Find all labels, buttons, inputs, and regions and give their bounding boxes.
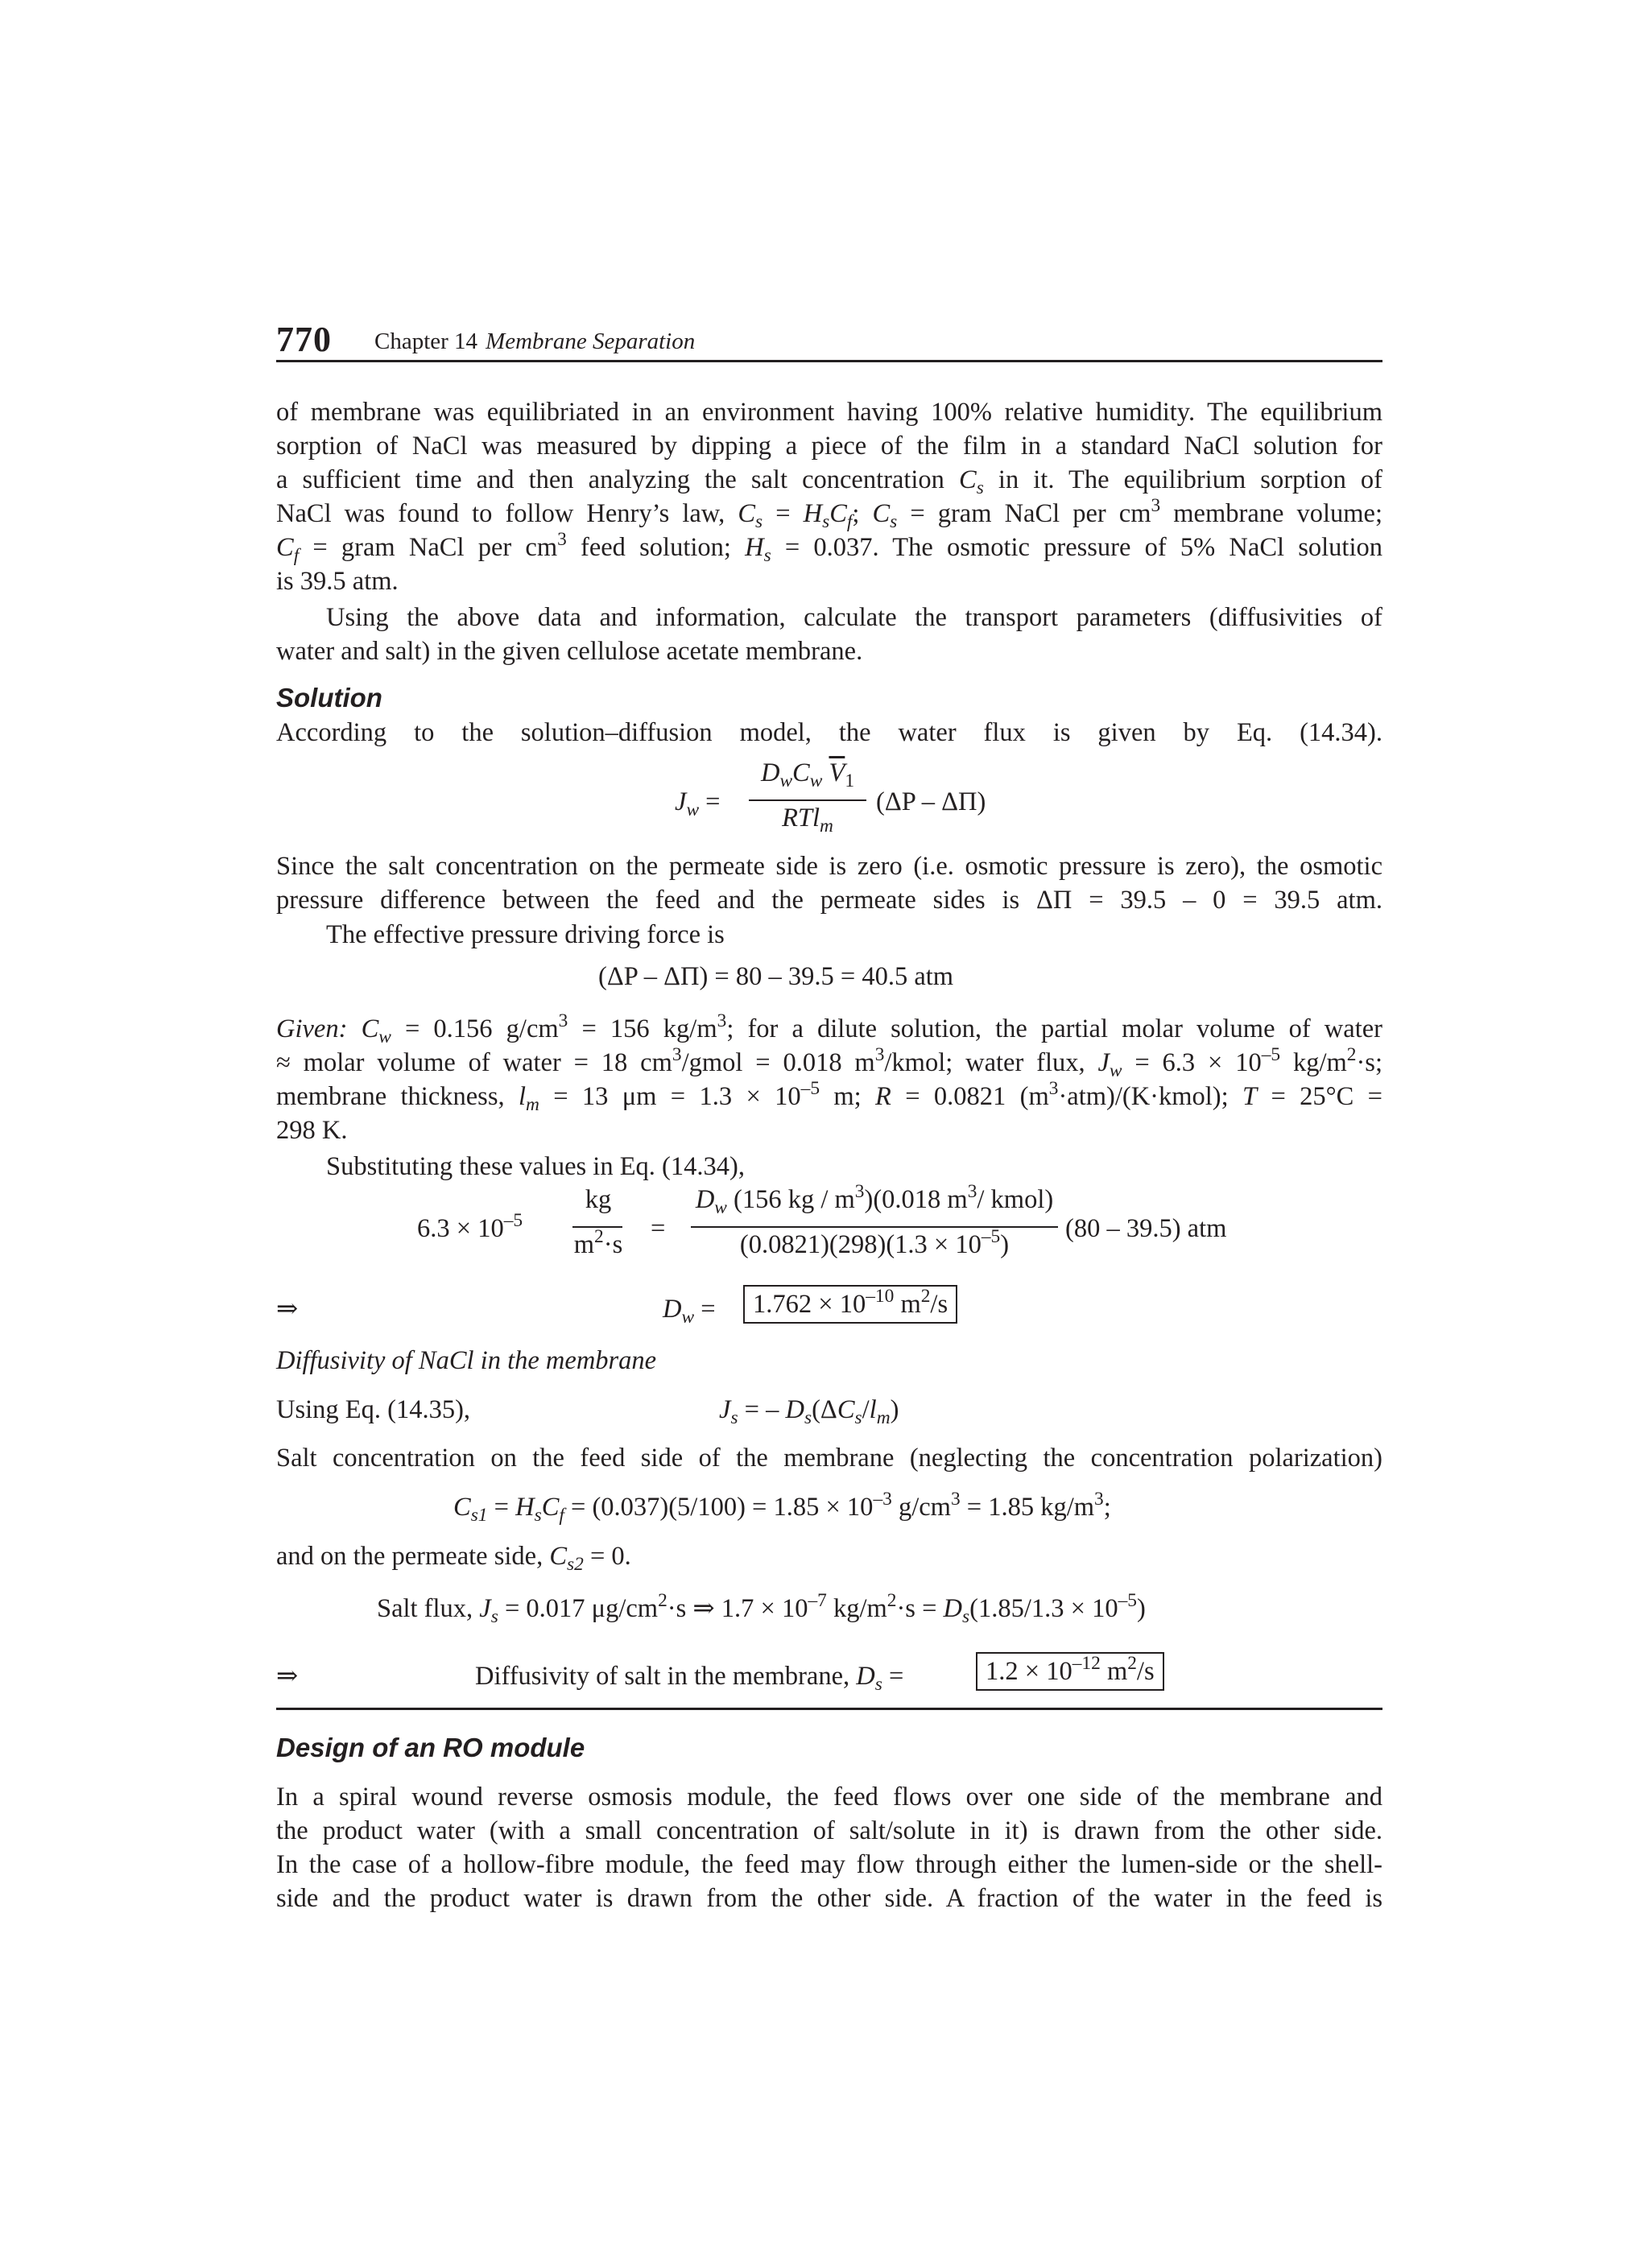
header-rule [276, 360, 1382, 362]
text-line: of membrane was equilibriated in an environment having 100% relative humidity. The equilibrium [276, 398, 1382, 427]
text-line: sorption of NaCl was measured by dipping a piece of the film in a standard NaCl solution for [276, 432, 1382, 461]
text-line: In a spiral wound reverse osmosis module, the feed flows over one side of the membrane and [276, 1783, 1382, 1812]
text-line: and on the permeate side, $C_{s2} = 0$. [276, 1542, 631, 1576]
text-line: NaCl was found to follow Henry’s law, $C_s = H_sC_f$; $C_s$ = gram NaCl per $cm^3$ membrane volume; [276, 495, 1382, 533]
design-heading: Design of an RO module [276, 1733, 585, 1762]
text-line: Salt concentration on the feed side of the membrane (neglecting the concentration polarization) [276, 1444, 1382, 1473]
equation-salt-flux: $J_s$ = – $D_s(\Delta C_s/l_m)$ [719, 1395, 899, 1429]
text-line: $C_f$ = gram NaCl per $cm^3$ feed solution; $H_s = 0.037$. The osmotic pressure of 5% NaCl solution [276, 529, 1382, 567]
text-line: Using Eq. (14.35), [276, 1395, 471, 1424]
equation-substitution: $6.3 \times 10^{-5}$ kg $m^2\cdot s$ = $D_w$ (156 kg / $m^3)(0.018$ $m^3/$ kmol) $(0.0821)(298)(1.3 \times 10^{-5})$ (80 – 39.5) atm [417, 1181, 1227, 1259]
text-line: According to the solution–diffusion model, the water flux is given by Eq. (14.34). [276, 718, 1382, 747]
section-divider [276, 1708, 1382, 1710]
equation-water-flux: $J_w$ = $D_wC_w$ $\overline{V}_1$ RTl$_m$ (ΔP – ΔΠ) [675, 758, 986, 837]
chapter-title: Membrane Separation [486, 328, 696, 354]
text-line: Substituting these values in Eq. (14.34), [326, 1152, 745, 1181]
text-line: Given: $C_w = 0.156$ $g/cm^3 = 156$ $kg/m^3$; for a dilute solution, the partial molar volume of water [276, 1010, 1382, 1048]
implies-arrow: ⇒ [276, 1662, 299, 1691]
dw-result-box: $1.762 \times 10^{-10}$ $m^2/s$ [743, 1285, 957, 1324]
text-line: a sufficient time and then analyzing the salt concentration $C_s$ in it. The equilibrium sorption of [276, 465, 1382, 499]
chapter-label: Chapter 14 Membrane Separation [374, 328, 696, 354]
ds-label: Diffusivity of salt in the membrane, $D_s$ = [475, 1662, 904, 1696]
equation-salt-flux-value: Salt flux, $J_s = 0.017$ $\mu g/cm^2\cdot s$ ⇒ $1.7 \times 10^{-7}$ $kg/m^2\cdot s = D_s(1.85/1.3 \times 10^{-5})$ [377, 1590, 1146, 1628]
text-line: 298 K. [276, 1116, 348, 1145]
text-line: Since the salt concentration on the permeate side is zero (i.e. osmotic pressure is zero), the osmotic [276, 852, 1382, 881]
solution-heading: Solution [276, 683, 382, 713]
implies-arrow: ⇒ [276, 1295, 299, 1324]
equation-driving-force: (ΔP – ΔΠ) = 80 – 39.5 = 40.5 atm [598, 962, 954, 991]
text-line: membrane thickness, $l_m = 13$ $\mu m = 1.3 \times 10^{-5}$ m; R = 0.0821 $(m^3\cdot atm)/(K\cdot kmol)$; T = 25°C = [276, 1078, 1382, 1116]
running-header [276, 320, 1382, 359]
text-line: water and salt) in the given cellulose acetate membrane. [276, 637, 863, 666]
text-line: pressure difference between the feed and the permeate sides is ΔΠ = 39.5 – 0 = 39.5 atm. [276, 886, 1382, 915]
text-line: is 39.5 atm. [276, 567, 399, 596]
salt-subheading: Diffusivity of NaCl in the membrane [276, 1346, 657, 1375]
text-line: The effective pressure driving force is [326, 920, 725, 949]
equation-cs1: $C_{s1} = H_sC_f = (0.037)(5/100) = 1.85 \times 10^{-3}$ $g/cm^3 = 1.85$ $kg/m^3$; [453, 1489, 1111, 1526]
text-line: In the case of a hollow-fibre module, the feed may flow through either the lumen-side or the shell- [276, 1850, 1382, 1879]
text-line: ≈ molar volume of water = 18 $cm^3$/gmol = 0.018 $m^3$/kmol; water flux, $J_w = 6.3 \times 10^{-5}$ $kg/m^2\cdot s$; [276, 1044, 1382, 1082]
ds-result-box: $1.2 \times 10^{-12}$ $m^2/s$ [976, 1652, 1164, 1691]
text-line: side and the product water is drawn from the other side. A fraction of the water in the feed is [276, 1884, 1382, 1913]
page-number: 770 [276, 320, 332, 359]
dw-label: $D_w$ = [663, 1295, 716, 1328]
text-line: Using the above data and information, calculate the transport parameters (diffusivities of [326, 603, 1382, 632]
text-line: the product water (with a small concentration of salt/solute in it) is drawn from the other side. [276, 1816, 1382, 1845]
